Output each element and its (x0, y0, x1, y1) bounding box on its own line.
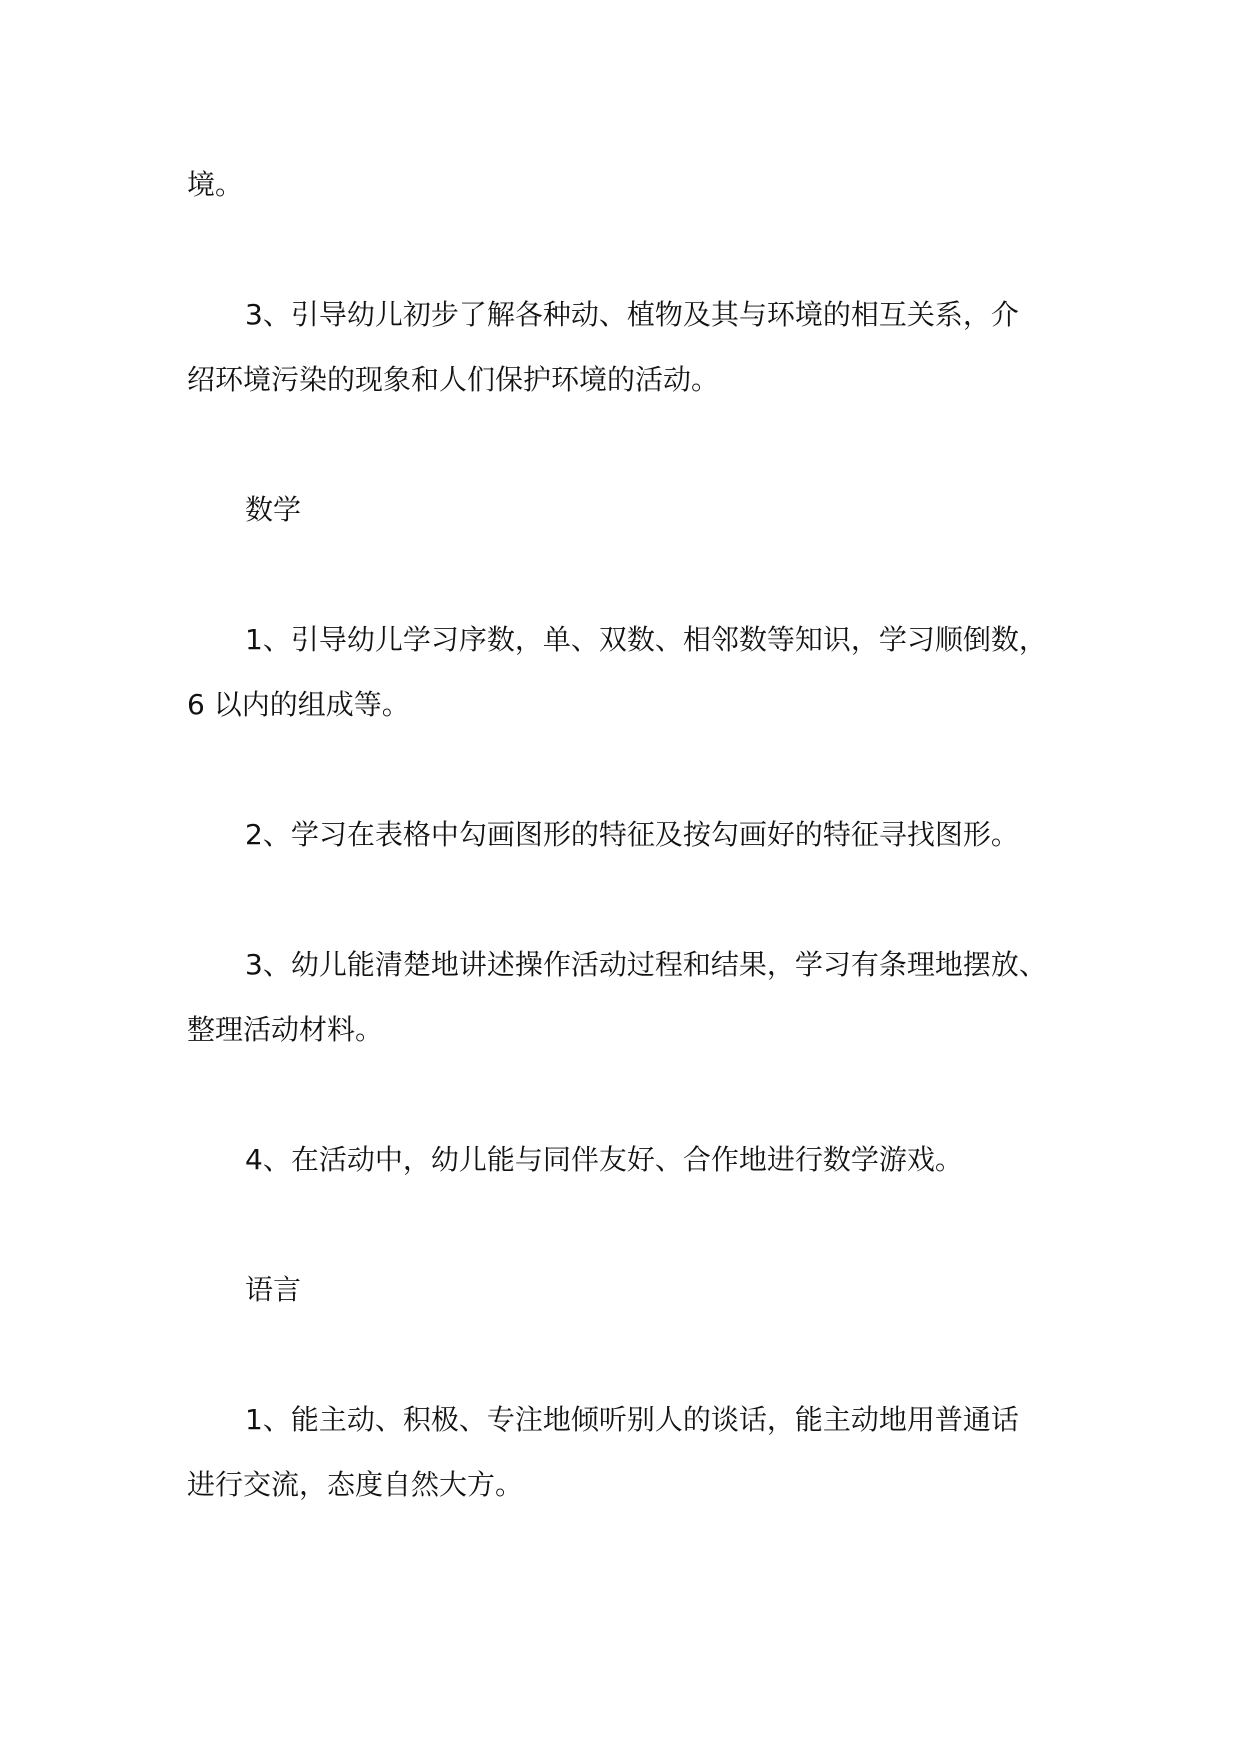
nature-item-3-line-2: 绍环境污染的现象和人们保护环境的活动。 (187, 363, 720, 396)
language-item-1-line-2: 进行交流，态度自然大方。 (187, 1468, 524, 1501)
language-item-1-line-1: 1、能主动、积极、专注地倾听别人的谈话，能主动地用普通话 (245, 1403, 1019, 1436)
math-item-1-line-2: 6 以内的组成等。 (187, 688, 410, 721)
math-item-1-line-1: 1、引导幼儿学习序数，单、双数、相邻数等知识，学习顺倒数， (245, 623, 1047, 656)
nature-item-3-line-1: 3、引导幼儿初步了解各种动、植物及其与环境的相互关系，介 (245, 298, 1019, 331)
section-heading-math: 数学 (245, 493, 302, 526)
math-item-3-line-1: 3、幼儿能清楚地讲述操作活动过程和结果，学习有条理地摆放、 (245, 948, 1047, 981)
math-item-2: 2、学习在表格中勾画图形的特征及按勾画好的特征寻找图形。 (245, 818, 1019, 851)
math-item-3-line-2: 整理活动材料。 (187, 1013, 384, 1046)
section-heading-language: 语言 (245, 1273, 302, 1306)
paragraph-continuation-line: 境。 (187, 168, 244, 201)
math-item-4: 4、在活动中，幼儿能与同伴友好、合作地进行数学游戏。 (245, 1143, 963, 1176)
